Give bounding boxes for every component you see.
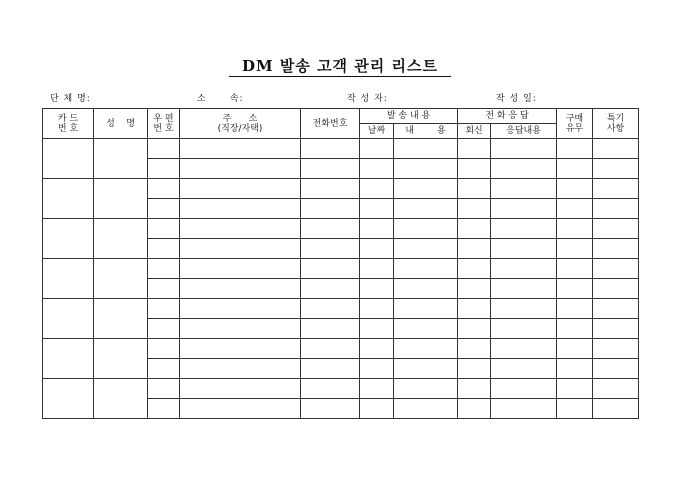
phone-cell[interactable] <box>301 259 360 279</box>
send-detail-cell[interactable] <box>394 139 458 159</box>
purchase-cell[interactable] <box>557 319 593 339</box>
card-number-cell[interactable] <box>43 379 94 419</box>
header-card-number-line1: 카 드 <box>57 113 79 124</box>
header-card-number-line2: 번 호 <box>57 123 79 134</box>
header-call-count <box>458 124 491 139</box>
phone-cell[interactable] <box>301 359 360 379</box>
phone-cell[interactable] <box>301 219 360 239</box>
card-number-cell[interactable] <box>43 299 94 339</box>
table-body <box>43 139 639 419</box>
table-row <box>43 139 639 159</box>
call-detail-cell[interactable] <box>491 359 557 379</box>
name-cell[interactable] <box>94 219 148 259</box>
send-detail-cell[interactable] <box>394 259 458 279</box>
address-cell[interactable] <box>180 299 301 319</box>
address-cell[interactable] <box>180 159 301 179</box>
address-cell[interactable] <box>180 399 301 419</box>
call-count-cell[interactable] <box>458 239 491 259</box>
notes-cell[interactable] <box>593 259 639 279</box>
header-send-detail <box>394 124 458 139</box>
send-detail-cell[interactable] <box>394 219 458 239</box>
postal-code-cell[interactable] <box>148 359 180 379</box>
postal-code-cell[interactable] <box>148 319 180 339</box>
send-detail-cell[interactable] <box>394 159 458 179</box>
header-card-number <box>43 109 94 139</box>
address-cell[interactable] <box>180 239 301 259</box>
address-cell[interactable] <box>180 219 301 239</box>
notes-cell[interactable] <box>593 339 639 359</box>
phone-cell[interactable] <box>301 399 360 419</box>
header-notes-line1: 특기 <box>606 113 625 124</box>
title-underline <box>229 76 451 77</box>
header-call-detail-label: 응답내용 <box>506 126 541 136</box>
postal-code-cell[interactable] <box>148 299 180 319</box>
send-date-cell[interactable] <box>360 299 394 319</box>
notes-cell[interactable] <box>593 179 639 199</box>
table-row <box>43 179 639 199</box>
table-row <box>43 299 639 319</box>
header-notes <box>593 109 639 139</box>
header-call-response <box>458 109 557 124</box>
notes-cell[interactable] <box>593 279 639 299</box>
call-detail-cell[interactable] <box>491 139 557 159</box>
purchase-cell[interactable] <box>557 379 593 399</box>
postal-code-cell[interactable] <box>148 139 180 159</box>
header-send-date-label: 날짜 <box>367 126 386 136</box>
notes-cell[interactable] <box>593 379 639 399</box>
notes-cell[interactable] <box>593 239 639 259</box>
phone-cell[interactable] <box>301 199 360 219</box>
send-detail-cell[interactable] <box>394 179 458 199</box>
notes-cell[interactable] <box>593 139 639 159</box>
purchase-cell[interactable] <box>557 359 593 379</box>
header-purchase-line1: 구매 <box>565 113 584 124</box>
name-cell[interactable] <box>94 179 148 219</box>
purchase-cell[interactable] <box>557 399 593 419</box>
header-address-line1: 주 소 <box>222 113 258 124</box>
postal-code-cell[interactable] <box>148 239 180 259</box>
name-cell[interactable] <box>94 139 148 179</box>
call-count-cell[interactable] <box>458 199 491 219</box>
send-detail-cell[interactable] <box>394 379 458 399</box>
send-detail-cell[interactable] <box>394 239 458 259</box>
call-detail-cell[interactable] <box>491 219 557 239</box>
call-count-cell[interactable] <box>458 359 491 379</box>
phone-cell[interactable] <box>301 319 360 339</box>
purchase-cell[interactable] <box>557 259 593 279</box>
header-postal-code <box>148 109 180 139</box>
phone-cell[interactable] <box>301 339 360 359</box>
call-count-cell[interactable] <box>458 319 491 339</box>
postal-code-cell[interactable] <box>148 339 180 359</box>
send-date-cell[interactable] <box>360 159 394 179</box>
purchase-cell[interactable] <box>557 339 593 359</box>
call-detail-cell[interactable] <box>491 159 557 179</box>
call-detail-cell[interactable] <box>491 399 557 419</box>
phone-cell[interactable] <box>301 379 360 399</box>
postal-code-cell[interactable] <box>148 279 180 299</box>
send-date-cell[interactable] <box>360 339 394 359</box>
address-cell[interactable] <box>180 379 301 399</box>
date-label: 작 성 일: <box>496 94 537 104</box>
call-count-cell[interactable] <box>458 259 491 279</box>
header-call-count-label: 회신 <box>465 126 483 136</box>
header-phone <box>301 109 360 139</box>
postal-code-cell[interactable] <box>148 259 180 279</box>
send-date-cell[interactable] <box>360 399 394 419</box>
phone-cell[interactable] <box>301 179 360 199</box>
notes-cell[interactable] <box>593 159 639 179</box>
purchase-cell[interactable] <box>557 159 593 179</box>
call-count-cell[interactable] <box>458 139 491 159</box>
affiliation-label: 소 속: <box>197 94 244 104</box>
send-detail-cell[interactable] <box>394 199 458 219</box>
customer-list-table <box>42 108 639 419</box>
header-send-content <box>360 109 458 124</box>
notes-cell[interactable] <box>593 219 639 239</box>
header-name-label: 성 명 <box>106 118 135 129</box>
phone-cell[interactable] <box>301 279 360 299</box>
call-count-cell[interactable] <box>458 379 491 399</box>
send-detail-cell[interactable] <box>394 299 458 319</box>
header-phone-label: 전화번호 <box>312 118 348 129</box>
call-detail-cell[interactable] <box>491 239 557 259</box>
header-call-detail <box>491 124 557 139</box>
header-purchase <box>557 109 593 139</box>
purchase-cell[interactable] <box>557 219 593 239</box>
notes-cell[interactable] <box>593 199 639 219</box>
header-name <box>94 109 148 139</box>
header-purchase-line2: 유무 <box>565 123 584 134</box>
card-number-cell[interactable] <box>43 219 94 259</box>
phone-cell[interactable] <box>301 139 360 159</box>
send-detail-cell[interactable] <box>394 319 458 339</box>
address-cell[interactable] <box>180 359 301 379</box>
send-date-cell[interactable] <box>360 379 394 399</box>
send-date-cell[interactable] <box>360 179 394 199</box>
send-detail-cell[interactable] <box>394 359 458 379</box>
notes-cell[interactable] <box>593 319 639 339</box>
postal-code-cell[interactable] <box>148 199 180 219</box>
name-cell[interactable] <box>94 339 148 379</box>
header-send-detail-label: 내 용 <box>405 126 446 136</box>
header-address <box>180 109 301 139</box>
group-name-label: 단 체 명: <box>50 94 91 104</box>
postal-code-cell[interactable] <box>148 159 180 179</box>
call-detail-cell[interactable] <box>491 299 557 319</box>
header-notes-line2: 사항 <box>606 123 625 134</box>
address-cell[interactable] <box>180 339 301 359</box>
send-detail-cell[interactable] <box>394 339 458 359</box>
purchase-cell[interactable] <box>557 279 593 299</box>
send-detail-cell[interactable] <box>394 279 458 299</box>
header-address-line2: (직장/자택) <box>217 123 263 134</box>
address-cell[interactable] <box>180 179 301 199</box>
send-date-cell[interactable] <box>360 219 394 239</box>
purchase-cell[interactable] <box>557 199 593 219</box>
address-cell[interactable] <box>180 259 301 279</box>
call-count-cell[interactable] <box>458 159 491 179</box>
page-title: DM 발송 고객 관리 리스트 <box>242 57 438 75</box>
call-detail-cell[interactable] <box>491 199 557 219</box>
send-date-cell[interactable] <box>360 199 394 219</box>
call-detail-cell[interactable] <box>491 379 557 399</box>
address-cell[interactable] <box>180 139 301 159</box>
postal-code-cell[interactable] <box>148 179 180 199</box>
send-date-cell[interactable] <box>360 259 394 279</box>
card-number-cell[interactable] <box>43 339 94 379</box>
purchase-cell[interactable] <box>557 179 593 199</box>
notes-cell[interactable] <box>593 399 639 419</box>
phone-cell[interactable] <box>301 239 360 259</box>
send-date-cell[interactable] <box>360 319 394 339</box>
name-cell[interactable] <box>94 259 148 299</box>
send-detail-cell[interactable] <box>394 399 458 419</box>
card-number-cell[interactable] <box>43 139 94 179</box>
notes-cell[interactable] <box>593 299 639 319</box>
purchase-cell[interactable] <box>557 239 593 259</box>
call-count-cell[interactable] <box>458 219 491 239</box>
address-cell[interactable] <box>180 199 301 219</box>
call-count-cell[interactable] <box>458 299 491 319</box>
notes-cell[interactable] <box>593 359 639 379</box>
header-call-response-label: 전 화 응 답 <box>485 111 529 121</box>
send-date-cell[interactable] <box>360 139 394 159</box>
call-detail-cell[interactable] <box>491 279 557 299</box>
call-count-cell[interactable] <box>458 179 491 199</box>
call-detail-cell[interactable] <box>491 179 557 199</box>
table-row <box>43 379 639 399</box>
author-label: 작 성 자: <box>347 94 388 104</box>
header-send-date <box>360 124 394 139</box>
name-cell[interactable] <box>94 299 148 339</box>
header-send-content-label: 발 송 내 용 <box>386 111 431 121</box>
header-postal-line1: 우 편 <box>153 113 174 124</box>
postal-code-cell[interactable] <box>148 399 180 419</box>
name-cell[interactable] <box>94 379 148 419</box>
call-count-cell[interactable] <box>458 339 491 359</box>
call-count-cell[interactable] <box>458 399 491 419</box>
address-cell[interactable] <box>180 319 301 339</box>
postal-code-cell[interactable] <box>148 219 180 239</box>
table-row <box>43 219 639 239</box>
call-detail-cell[interactable] <box>491 319 557 339</box>
card-number-cell[interactable] <box>43 179 94 219</box>
call-detail-cell[interactable] <box>491 259 557 279</box>
phone-cell[interactable] <box>301 299 360 319</box>
purchase-cell[interactable] <box>557 139 593 159</box>
table-row <box>43 339 639 359</box>
send-date-cell[interactable] <box>360 359 394 379</box>
card-number-cell[interactable] <box>43 259 94 299</box>
call-count-cell[interactable] <box>458 279 491 299</box>
purchase-cell[interactable] <box>557 299 593 319</box>
table-row <box>43 259 639 279</box>
phone-cell[interactable] <box>301 159 360 179</box>
postal-code-cell[interactable] <box>148 379 180 399</box>
address-cell[interactable] <box>180 279 301 299</box>
send-date-cell[interactable] <box>360 279 394 299</box>
header-postal-line2: 번 호 <box>153 123 174 134</box>
send-date-cell[interactable] <box>360 239 394 259</box>
call-detail-cell[interactable] <box>491 339 557 359</box>
